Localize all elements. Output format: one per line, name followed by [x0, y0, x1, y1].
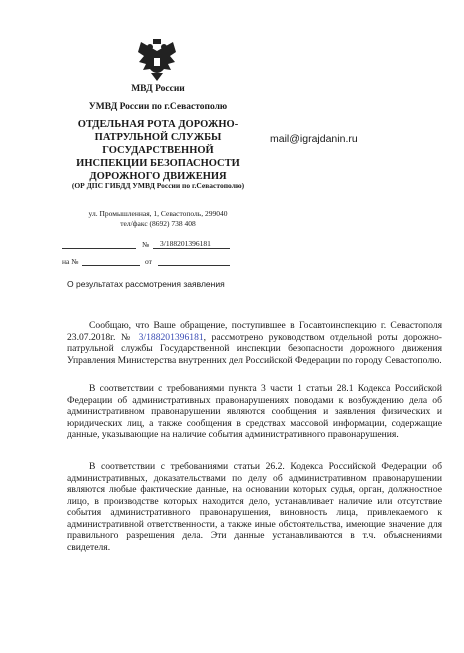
- org-ministry: МВД России: [131, 84, 185, 94]
- p1-text-b: , рассмотрено руководством отдельной роты дорожно-патрульной службы Государственной инспекции безопасности дорожного движения Управления Министерства внутренних дел Российской Федерации по городу Севастополю.: [67, 331, 442, 366]
- ref-in-reply-label: на №: [62, 257, 79, 266]
- org-department: УМВД России по г.Севастополю: [88, 102, 228, 112]
- body-paragraph-3: [67, 461, 442, 553]
- org-phone: тел/факс (8692) 738 408: [120, 219, 196, 228]
- org-unit-title: ОТДЕЛЬНАЯ РОТА ДОРОЖНО-ПАТРУЛЬНОЙ СЛУЖБЫ ГОСУДАРСТВЕННОЙ ИНСПЕКЦИИ БЕЗОПАСНОСТИ ДОРОЖНОГО ДВИЖЕНИЯ: [76, 119, 240, 182]
- org-unit-abbrev: (ОР ДПС ГИБДД УМВД России по г.Севастополю): [71, 181, 245, 190]
- p3-text: В соответствии с требованиями статьи 26.2. Кодекса Российской Федерации об административных, доказательствами по делу об административном правонарушении являются любые фактические данные, на основании которых судья, орган, должностное лицо, в производстве которых находится дело, устанавливает наличие или отсутствие события административного правонарушения, виновность лица, привлекаемого к административной ответственности, а также иные обстоятельства, имеющие значение для правильного разрешения дела. Эти данные устанавливаются в т.ч. объяснениями свидетеля.: [67, 461, 442, 553]
- body-paragraph-2: [67, 383, 442, 441]
- letter-subject: О результатах рассмотрения заявления: [67, 279, 225, 289]
- double-headed-eagle-emblem: [136, 38, 178, 82]
- p1-text-a: Сообщаю, что Ваше обращение, поступившее в Госавтоинспекцию г. Севастополя 23.07.2018г. №: [67, 320, 442, 343]
- date-underline: [62, 248, 136, 249]
- recipient-email: mail@igrajdanin.ru: [270, 133, 358, 145]
- ref-number: 3/188201396181: [160, 239, 211, 248]
- ref-date-label: от: [145, 257, 152, 266]
- ref-number-underline: [153, 248, 230, 249]
- ref-date-underline: [158, 265, 230, 266]
- body-paragraph-1: [67, 320, 442, 366]
- ref-number-label: №: [142, 240, 150, 249]
- in-reply-underline: [82, 265, 140, 266]
- p2-text: В соответствии с требованиями пункта 3 части 1 статьи 28.1 Кодекса Российской Федерации об административных правонарушениях поводами к возбуждению дела об административном правонарушении являются сообщения и заявления физических и юридических лиц, а также сообщения в средствах массовой информации, содержащие данные, указывающие на наличие события административного правонарушения.: [67, 383, 442, 440]
- org-address: ул. Промышленная, 1, Севастополь, 299040: [88, 209, 228, 218]
- p1-request-number: 3/188201396181: [138, 331, 204, 343]
